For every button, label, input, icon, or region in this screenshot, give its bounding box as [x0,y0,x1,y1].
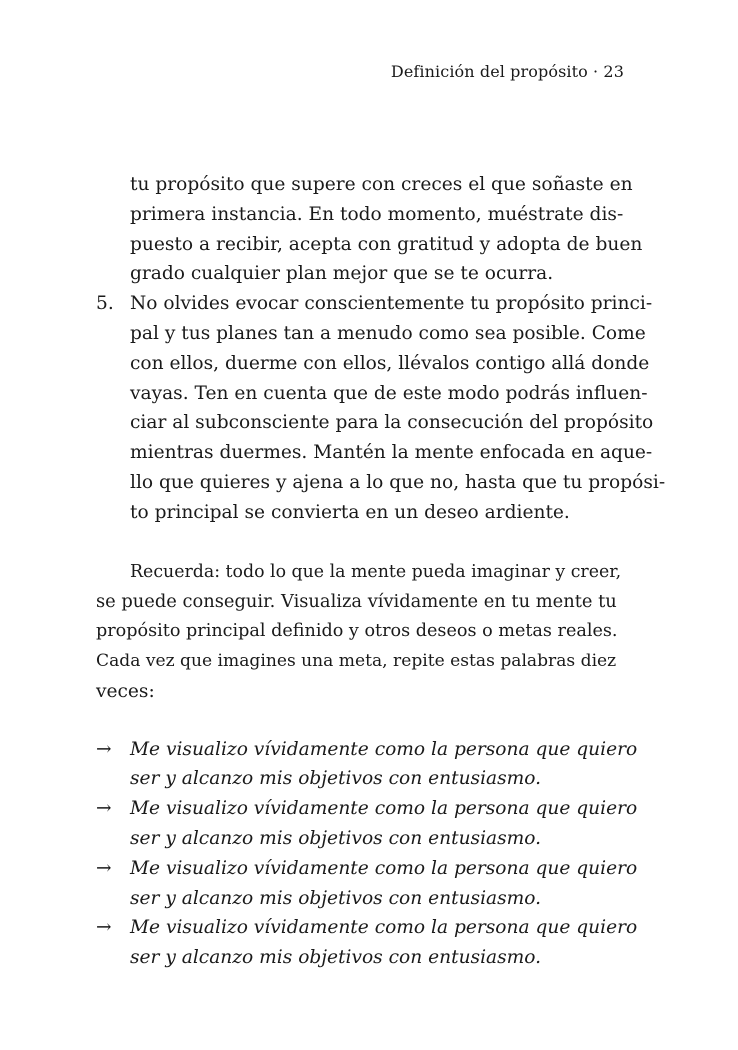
text-line: grado cualquier plan mejor que se te ocurra. [130,263,554,285]
arrow-right-icon: → [96,917,112,939]
arrow-right-icon: → [96,798,112,820]
item-number: 5. [96,293,114,315]
text-line: primera instancia. En todo momento, muéstrate dis- [130,203,624,225]
affirmation-text [130,794,637,854]
affirmation-list [96,735,638,973]
text-line: ciar al subconsciente para la consecución del propósito [130,412,654,434]
text-line: con ellos, duerme con ellos, llévalos contigo allá donde [130,352,650,374]
continuation-text [96,170,643,289]
text-line: ser y alcanzo mis objetivos con entusiasmo. [130,768,542,790]
text-line: vayas. Ten en cuenta que de este modo podrás influen- [130,382,648,404]
text-line: Me visualizo vívidamente como la persona que quiero [130,798,638,820]
text-line: No olvides evocar conscientemente tu propósito princi- [130,293,653,315]
text-line: to principal se convierta en un deseo ardiente. [130,501,570,523]
list-item [96,913,638,973]
text-line: Recuerda: todo lo que la mente pueda imaginar y creer, [130,561,622,582]
arrow-right-icon: → [96,857,112,879]
text-line: Me visualizo vívidamente como la persona que quiero [130,857,638,879]
list-item [96,794,638,854]
numbered-item-5 [96,289,666,527]
affirmation-text [130,913,637,973]
text-line: ser y alcanzo mis objetivos con entusiasmo. [130,887,542,909]
text-line: Me visualizo vívidamente como la persona que quiero [130,738,638,760]
page-body [96,170,666,973]
text-line: se puede conseguir. Visualiza vívidamente en tu mente tu [96,591,617,613]
affirmation-text [130,735,637,795]
running-head: Definición del propósito · 23 [390,62,624,81]
text-line: llo que quieres y ajena a lo que no, hasta que tu propósi- [130,471,666,493]
item-text [130,289,665,527]
text-line: Cada vez que imagines una meta, repite estas palabras diez [96,650,617,671]
body-paragraph [96,558,623,707]
list-item [96,854,638,914]
text-line: mientras duermes. Mantén la mente enfocada en aque- [130,442,653,464]
text-line: veces: [96,680,155,702]
list-item [96,735,638,795]
text-line: ser y alcanzo mis objetivos con entusiasmo. [130,827,542,849]
affirmation-text [130,854,637,914]
text-line: propósito principal definido y otros deseos o metas reales. [96,621,618,642]
text-line: tu propósito que supere con creces el que soñaste en [130,174,633,195]
arrow-right-icon: → [96,738,112,760]
text-line: Me visualizo vívidamente como la persona que quiero [130,917,638,939]
text-line: ser y alcanzo mis objetivos con entusiasmo. [130,947,542,969]
text-line: puesto a recibir, acepta con gratitud y adopta de buen [130,233,643,255]
text-line: pal y tus planes tan a menudo como sea posible. Come [130,322,646,344]
